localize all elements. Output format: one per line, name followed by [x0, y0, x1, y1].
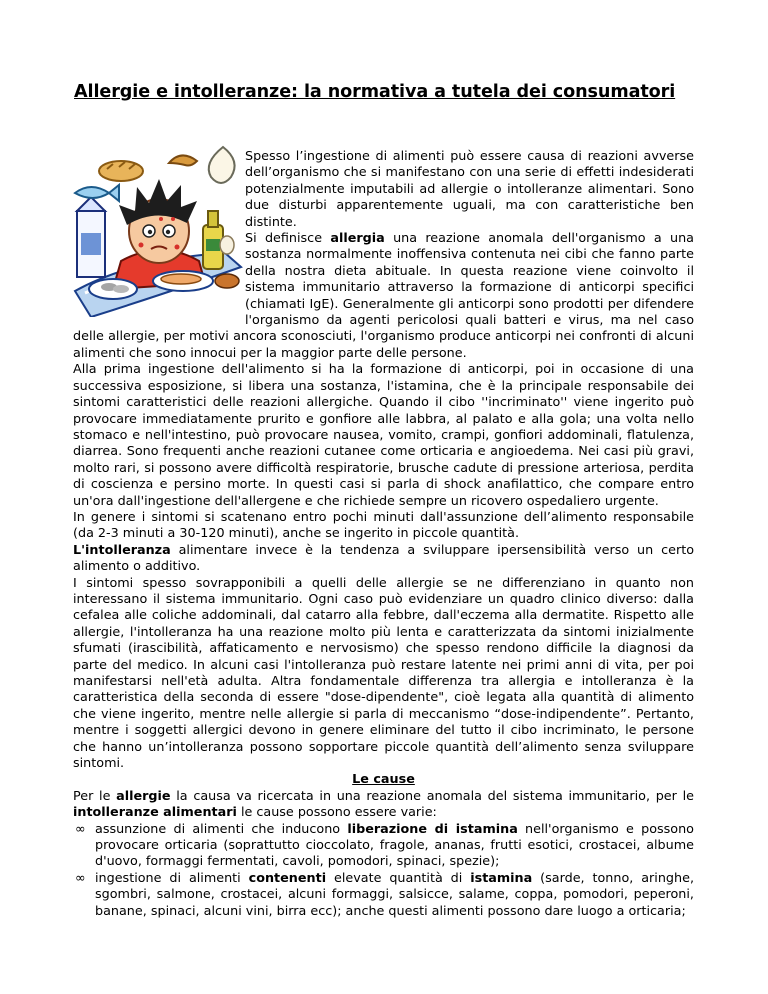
intolerance-term: L'intolleranza — [73, 542, 171, 558]
infinity-bullet-icon: ∞ — [75, 870, 86, 886]
list-item: ∞ assunzione di alimenti che inducono liberazione di istamina nell'organismo e possono provocare orticaria (soprattutto cioccolato, fragole, ananas, frutti esotici, crostacei, albume d'uovo, formaggi fermentati, cavoli, pomodori, spinaci, spezie); — [75, 821, 694, 870]
infinity-bullet-icon: ∞ — [75, 821, 86, 837]
causes-list — [73, 822, 694, 920]
timing-paragraph: In genere i sintomi si scatenano entro pochi minuti dall'assunzione dell’alimento responsabile (da 2-3 minuti a 30-120 minuti), anche se ingerito in piccole quantità. — [73, 509, 694, 542]
intro-paragraph: Spesso l’ingestione di alimenti può essere causa di reazioni avverse dell’organismo che si manifestano con una serie di effetti indesiderati potenzialmente imputabili ad allergie o intolleranze alimentari. Sono due disturbi apparentemente uguali, ma con caratteristiche ben distinte. — [245, 149, 694, 230]
symptoms-paragraph: I sintomi spesso sovrapponibili a quelli delle allergie se ne differenziano in quanto non interessano il sistema immunitario. Ogni caso può evidenziare un quadro clinico diverso: dalla cefalea alle coliche addominali, dal catarro alla febbre, dall'eczema alla dermatite. Rispetto alle allergie, l'intolleranza ha una reazione molto più lenta e caratterizzata da sintomi inizialmente sfumati (irascibilità, affaticamento e nervosismo) che spesso rendono difficile la diagnosi da parte del medico. In alcuni casi l'intolleranza può restare latente nei primi anni di vita, per poi manifestarsi nell'età adulta. Altra fondamentale differenza tra allergia e intolleranza è la caratteristica della seconda di essere "dose-dipendente", cioè legata alla quantità di alimento che viene ingerito, mentre nelle allergie si parla di meccanismo “dose-indipendente”. Pertanto, mentre i soggetti allergici devono in genere eliminare del tutto il cibo incriminato, le persone che hanno un’intolleranza possono sopportare piccole quantità dell’alimento senza sviluppare sintomi. — [73, 575, 694, 772]
allergy-definition: Si definisce allergia una reazione anomala dell'organismo a una sostanza normalmente inoffensiva contenuta nei cibi che fanno parte della nostra dieta abituale. In questa reazione viene coinvolto il sistema immunitario attraverso la formazione di anticorpi specifici (chiamati IgE). Generalmente gli anticorpi sono prodotti per difendere l'organismo da agenti pericolosi quali batteri e virus, ma nel caso delle allergie, per motivi ancora sconosciuti, l'organismo produce anticorpi nei confronti di alcuni alimenti che sono innocui per la maggior parte delle persone. — [73, 231, 694, 361]
allergy-term: allergia — [330, 231, 385, 247]
causes-intro: Per le allergie la causa va ricercata in una reazione anomala del sistema immunitario, per le intolleranze alimentari le cause possono essere varie: — [73, 788, 694, 821]
article-body — [73, 149, 694, 920]
intolerance-definition: L'intolleranza alimentare invece è la tendenza a sviluppare ipersensibilità verso un certo alimento o additivo. — [73, 542, 694, 575]
list-item: ∞ ingestione di alimenti contenenti elevate quantità di istamina (sarde, tonno, aringhe, sgombri, salmone, crostacei, alcuni formaggi, salsicce, salame, coppa, pomodori, peperoni, banane, spinaci, alcuni vini, birra ecc); anche questi alimenti possono dare luogo a orticaria; — [75, 870, 694, 919]
page-title: Allergie e intolleranze: la normativa a tutela dei consumatori — [74, 82, 676, 102]
section-title-causes: Le cause — [352, 772, 415, 788]
first-ingestion-paragraph: Alla prima ingestione dell'alimento si ha la formazione di anticorpi, poi in occasione di una successiva esposizione, si libera una sostanza, l'istamina, che è la principale responsabile dei sintomi caratteristici delle reazioni allergiche. Quando il cibo ''incriminato'' viene ingerito può provocare immediatamente prurito e gonfiore alle labbra, al palato e alla gola; una volta nello stomaco e nell'intestino, può provocare nausea, vomito, crampi, gonfiori addominali, flatulenza, diarrea. Sono frequenti anche reazioni cutanee come orticaria e angioedema. Nei casi più gravi, molto rari, si possono avere difficoltà respiratorie, brusche cadute di pressione arteriosa, perdita di coscienza e persino morte. In questi casi si parla di shock anafilattico, che compare entro un'ora dall'ingestione dell'allergene e che richiede sempre un ricovero ospedaliero urgente. — [73, 362, 694, 509]
allergy-illustration — [73, 141, 243, 317]
